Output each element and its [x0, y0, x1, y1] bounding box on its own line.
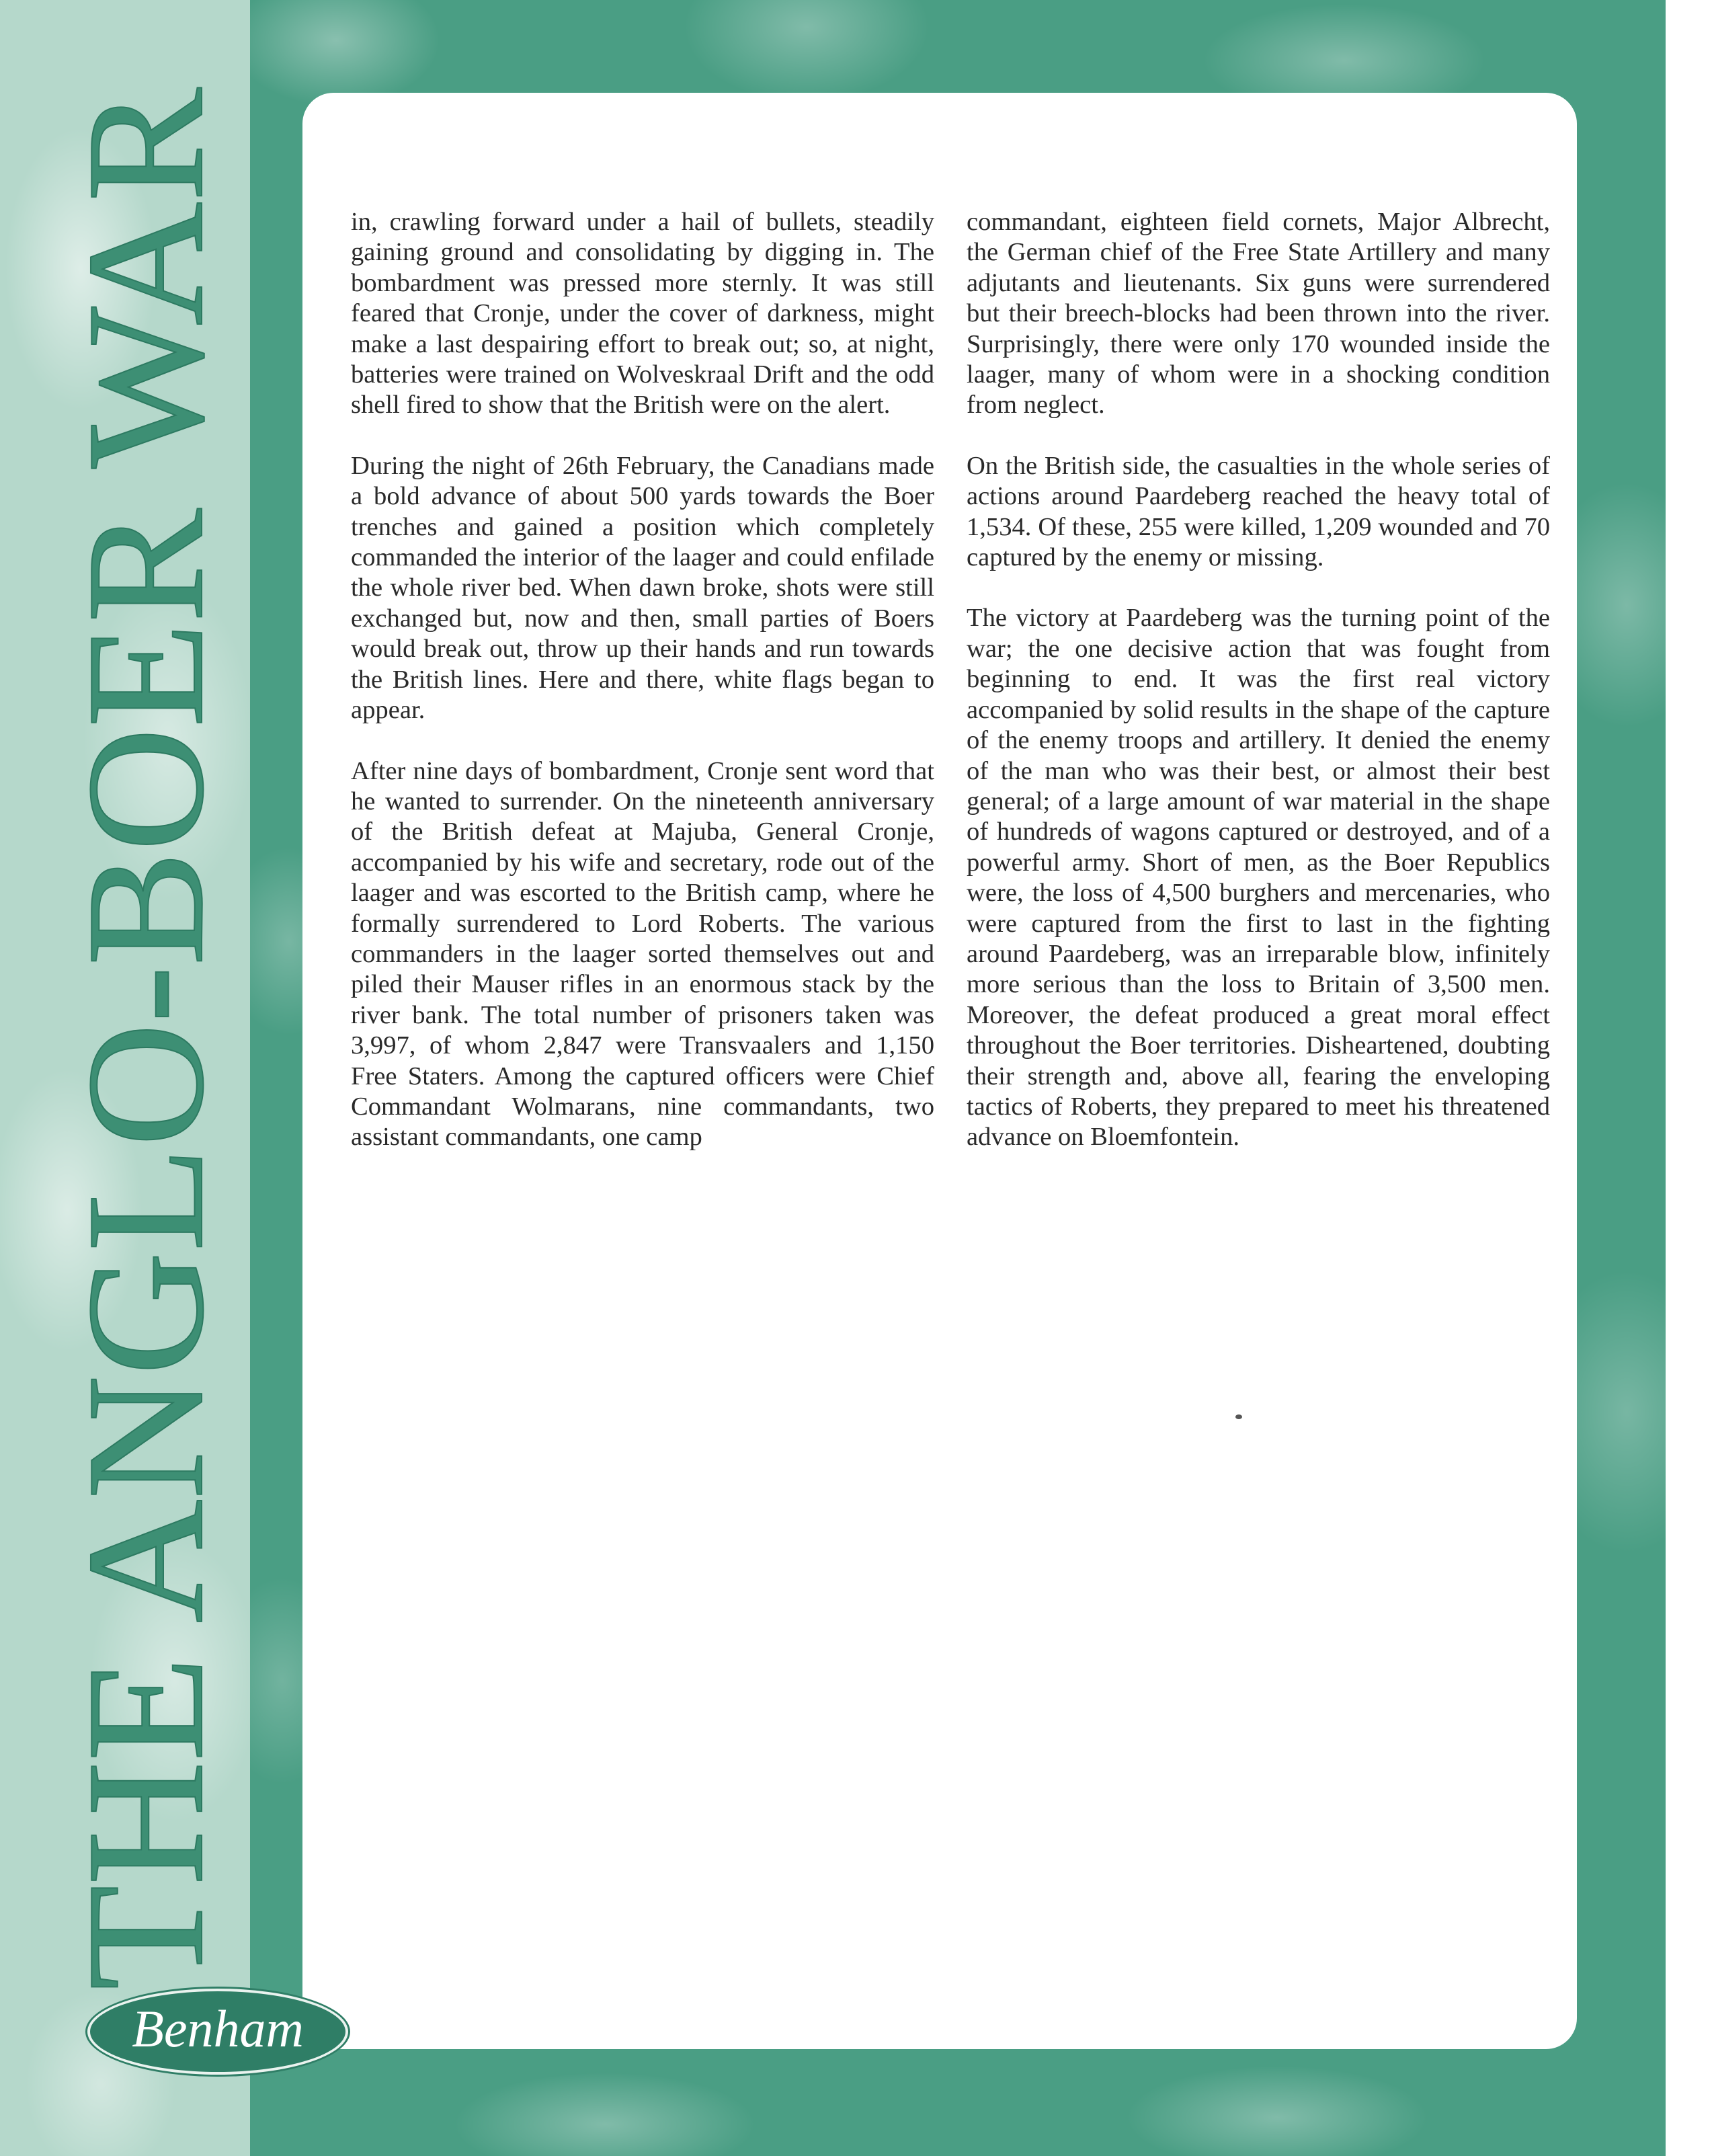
ink-speck — [1235, 1414, 1242, 1419]
paragraph: commandant, eighteen field cornets, Major Albrecht, the German chief of the Free State Artillery and many adjutants and lieutenants. Six guns were surrendered but their breech-blocks had been thrown into the river. Surprisingly, there were only 170 wounded inside the laager, many of whom were in a shocking condition from neglect. — [967, 208, 1550, 420]
paragraph: The victory at Paardeberg was the turning point of the war; the one decisive action that was fought from beginning to end. It was the first real victory accompanied by solid results in the shape of the capture of the enemy troops and artillery. It denied the enemy of the man who was their best, or almost their best general; of a large amount of war material in the shape of hundreds of wagons captured or destroyed, and of a powerful army. Short of men, as the Boer Republics were, the loss of 4,500 burghers and mercenaries, who were captured from the first to last in the fighting around Paardeberg, was an irreparable blow, infinitely more serious than the loss to Britain of 3,500 men. Moreover, the defeat produced a great moral effect throughout the Boer territories. Disheartened, doubting their strength and, above all, fearing the enveloping tactics of Roberts, they prepared to meet his threatened advance on Bloemfontein. — [967, 604, 1550, 1152]
logo-text: Benham — [132, 1999, 304, 2058]
paragraph: in, crawling forward under a hail of bullets, steadily gaining ground and consolidating by digging in. The bombardment was pressed more sternly. It was still feared that Cronje, under the cover of darkness, might make a last despairing effort to break out; so, at night, batteries were trained on Wolveskraal Drift and the odd shell fired to show that the British were on the alert. — [351, 208, 934, 420]
right-column — [967, 207, 1550, 1183]
paragraph: On the British side, the casualties in the whole series of actions around Paardeberg reached the heavy total of 1,534. Of these, 255 were killed, 1,209 wounded and 70 captured by the enemy or missing. — [967, 451, 1550, 572]
left-column — [351, 207, 934, 1183]
article-body — [351, 207, 1550, 2049]
paragraph: After nine days of bombardment, Cronje sent word that he wanted to surrender. On the nineteenth anniversary of the British defeat at Majuba, General Cronje, accompanied by his wife and secretary, rode out of the laager and was escorted to the British camp, where he formally surrendered to Lord Roberts. The various commanders in the laager sorted themselves out and piled their Mauser rifles in an enormous stack by the river bank. The total number of prisoners taken was 3,997, of whom 2,847 were Transvaalers and 1,150 Free Staters. Among the captured officers were Chief Commandant Wolmarans, nine commandants, two assistant commandants, one camp — [351, 756, 934, 1152]
benham-logo — [87, 1989, 348, 2075]
page-title: THE ANGLO-BOER WAR — [52, 125, 239, 1990]
vertical-title — [0, 0, 250, 2010]
page-edge — [1666, 0, 1714, 2156]
content-panel — [302, 93, 1577, 2049]
paragraph: During the night of 26th February, the Canadians made a bold advance of about 500 yards towards the Boer trenches and gained a position which completely commanded the interior of the laager and could enfilade the whole river bed. When dawn broke, shots were still exchanged but, now and then, small parties of Boers would break out, throw up their hands and run towards the British lines. Here and there, white flags began to appear. — [351, 451, 934, 725]
